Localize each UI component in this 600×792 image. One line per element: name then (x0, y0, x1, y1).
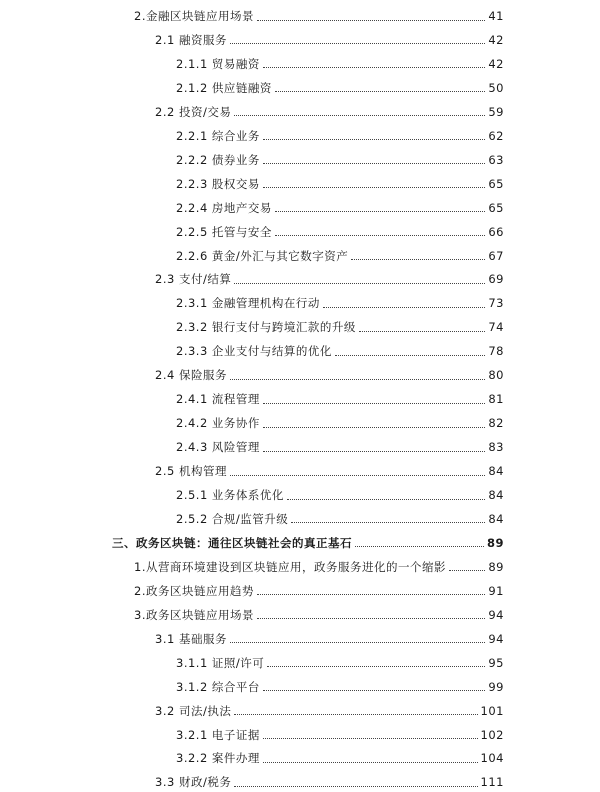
dot-leader (359, 329, 485, 332)
toc-entry-title: 2.金融区块链应用场景 (134, 9, 254, 23)
dot-leader (263, 185, 485, 188)
toc-entry[interactable] (176, 126, 504, 146)
toc-entry-title: 3.1.1 证照/许可 (176, 655, 265, 670)
toc-entry-title: 3.1 基础服务 (155, 631, 227, 646)
toc-entry-page-number: 99 (488, 679, 504, 694)
toc-entry[interactable] (176, 341, 504, 361)
toc-entry-page-number: 95 (488, 655, 504, 670)
dot-leader (230, 41, 485, 44)
toc-entry-page-number: 42 (488, 56, 504, 71)
toc-entry-page-number: 91 (488, 583, 504, 598)
toc-entry-title: 3.政务区块链应用场景 (134, 607, 254, 622)
toc-entry[interactable] (155, 30, 504, 50)
dot-leader (257, 592, 485, 595)
toc-entry-title: 三、政务区块链：通往区块链社会的真正基石 (112, 535, 352, 550)
toc-entry-title: 2.2 投资/交易 (155, 104, 232, 119)
toc-entry-title: 3.3 财政/税务 (155, 775, 232, 790)
toc-entry-title: 2.4.1 流程管理 (176, 392, 260, 407)
toc-entry-page-number: 94 (488, 607, 504, 622)
toc-entry-page-number: 41 (488, 9, 504, 23)
toc-entry-page-number: 63 (488, 152, 504, 167)
toc-entry-title: 2.2.3 股权交易 (176, 176, 260, 191)
toc-entry-title: 2.3.2 银行支付与跨境汇款的升级 (176, 320, 356, 335)
toc-entry-page-number: 84 (488, 488, 504, 502)
toc-entry-title: 3.2.2 案件办理 (176, 751, 260, 766)
dot-leader (351, 257, 485, 260)
toc-entry[interactable] (176, 293, 504, 313)
toc-entry-page-number: 69 (488, 272, 504, 287)
dot-leader (257, 616, 485, 619)
toc-entry-title: 3.2 司法/执法 (155, 703, 232, 718)
toc-entry-title: 2.1.2 供应链融资 (176, 80, 272, 95)
toc-entry-page-number: 111 (480, 775, 504, 790)
toc-entry-title: 2.2.2 债券业务 (176, 152, 260, 167)
dot-leader (234, 113, 485, 116)
dot-leader (291, 520, 485, 523)
dot-leader (323, 305, 485, 308)
toc-entry[interactable] (176, 246, 504, 266)
toc-entry[interactable] (134, 581, 504, 601)
toc-entry[interactable] (155, 701, 504, 721)
dot-leader (287, 497, 485, 500)
dot-leader (230, 640, 485, 643)
toc-entry-title: 1.从营商环境建设到区块链应用，政务服务进化的一个缩影 (134, 559, 446, 574)
toc-entry-title: 2.2.1 综合业务 (176, 128, 260, 143)
toc-entry[interactable] (176, 198, 504, 218)
toc-entry[interactable] (176, 78, 504, 98)
toc-entry-title: 2.3 支付/结算 (155, 272, 232, 287)
toc-entry-page-number: 74 (488, 320, 504, 335)
toc-entry[interactable] (176, 748, 504, 768)
toc-entry[interactable] (176, 437, 504, 457)
toc-entry-title: 2.1 融资服务 (155, 32, 227, 47)
toc-entry-page-number: 73 (488, 296, 504, 311)
toc-entry-page-number: 67 (488, 248, 504, 263)
toc-entry-page-number: 104 (480, 751, 504, 766)
toc-entry-page-number: 83 (488, 440, 504, 455)
toc-entry-page-number: 59 (488, 104, 504, 119)
toc-entry-title: 2.2.5 托管与安全 (176, 224, 272, 239)
toc-entry-page-number: 66 (488, 224, 504, 239)
toc-entry-page-number: 62 (488, 128, 504, 143)
dot-leader (267, 664, 485, 667)
toc-entry[interactable] (176, 150, 504, 170)
dot-leader (263, 65, 485, 68)
dot-leader (263, 449, 485, 452)
dot-leader (275, 89, 485, 92)
dot-leader (234, 784, 477, 787)
toc-entry-page-number: 101 (480, 703, 504, 718)
toc-entry-page-number: 80 (488, 368, 504, 383)
dot-leader (335, 353, 485, 356)
dot-leader (263, 425, 485, 428)
dot-leader (275, 233, 485, 236)
toc-entry-title: 2.2.4 房地产交易 (176, 200, 272, 215)
toc-entry[interactable] (176, 485, 504, 505)
toc-entry-page-number: 82 (488, 416, 504, 431)
toc-entry-title: 2.4 保险服务 (155, 368, 227, 383)
toc-entry-title: 2.5.1 业务体系优化 (176, 488, 284, 502)
toc-entry-page-number: 42 (488, 32, 504, 47)
toc-entry[interactable] (155, 772, 504, 792)
toc-entry-page-number: 50 (488, 80, 504, 95)
toc-entry-title: 2.3.1 金融管理机构在行动 (176, 296, 320, 311)
toc-entry-page-number: 89 (486, 535, 504, 550)
toc-entry[interactable] (176, 509, 504, 529)
toc-entry[interactable] (176, 317, 504, 337)
toc-entry[interactable] (176, 725, 504, 745)
toc-entry-title: 2.政务区块链应用趋势 (134, 583, 254, 598)
toc-entry[interactable] (176, 174, 504, 194)
dot-leader (263, 760, 478, 763)
dot-leader (234, 712, 477, 715)
dot-leader (263, 736, 478, 739)
toc-entry[interactable] (155, 629, 504, 649)
toc-entry-title: 3.2.1 电子证据 (176, 727, 260, 742)
toc-entry[interactable] (155, 365, 504, 385)
dot-leader (275, 209, 485, 212)
toc-entry[interactable] (155, 102, 504, 122)
toc-entry[interactable] (155, 269, 504, 289)
dot-leader (230, 473, 485, 476)
toc-entry-title: 2.4.2 业务协作 (176, 416, 260, 431)
toc-entry-page-number: 89 (488, 559, 504, 574)
dot-leader (257, 18, 485, 21)
toc-entry-page-number: 65 (488, 200, 504, 215)
toc-entry-page-number: 65 (488, 176, 504, 191)
dot-leader (234, 281, 485, 284)
toc-entry-page-number: 84 (488, 511, 504, 526)
toc-entry-title: 2.3.3 企业支付与结算的优化 (176, 344, 332, 359)
toc-entry[interactable] (176, 54, 504, 74)
toc-entry[interactable] (134, 605, 504, 625)
dot-leader (449, 568, 485, 571)
toc-entry-page-number: 84 (488, 464, 504, 479)
dot-leader (230, 377, 485, 380)
dot-leader (263, 688, 485, 691)
toc-entry-title: 3.1.2 综合平台 (176, 679, 260, 694)
toc-entry[interactable] (134, 6, 504, 26)
dot-leader (263, 161, 485, 164)
toc-entry[interactable] (176, 413, 504, 433)
toc-entry-title: 2.4.3 风险管理 (176, 440, 260, 455)
toc-entry-title: 2.5 机构管理 (155, 464, 227, 479)
toc-entry[interactable] (176, 677, 504, 697)
toc-entry[interactable] (112, 533, 504, 553)
toc-entry-title: 2.1.1 贸易融资 (176, 56, 260, 71)
toc-entry-page-number: 81 (488, 392, 504, 407)
dot-leader (355, 544, 484, 547)
toc-entry[interactable] (176, 222, 504, 242)
toc-entry-title: 2.2.6 黄金/外汇与其它数字资产 (176, 248, 349, 263)
toc-entry-page-number: 78 (488, 344, 504, 359)
dot-leader (263, 137, 485, 140)
toc-entry-page-number: 94 (488, 631, 504, 646)
toc-entry-title: 2.5.2 合规/监管升级 (176, 511, 289, 526)
toc-entry[interactable] (155, 461, 504, 481)
toc-entry[interactable] (176, 653, 504, 673)
toc-entry-page-number: 102 (480, 727, 504, 742)
toc-entry[interactable] (176, 389, 504, 409)
dot-leader (263, 401, 485, 404)
toc-entry[interactable] (134, 557, 504, 577)
